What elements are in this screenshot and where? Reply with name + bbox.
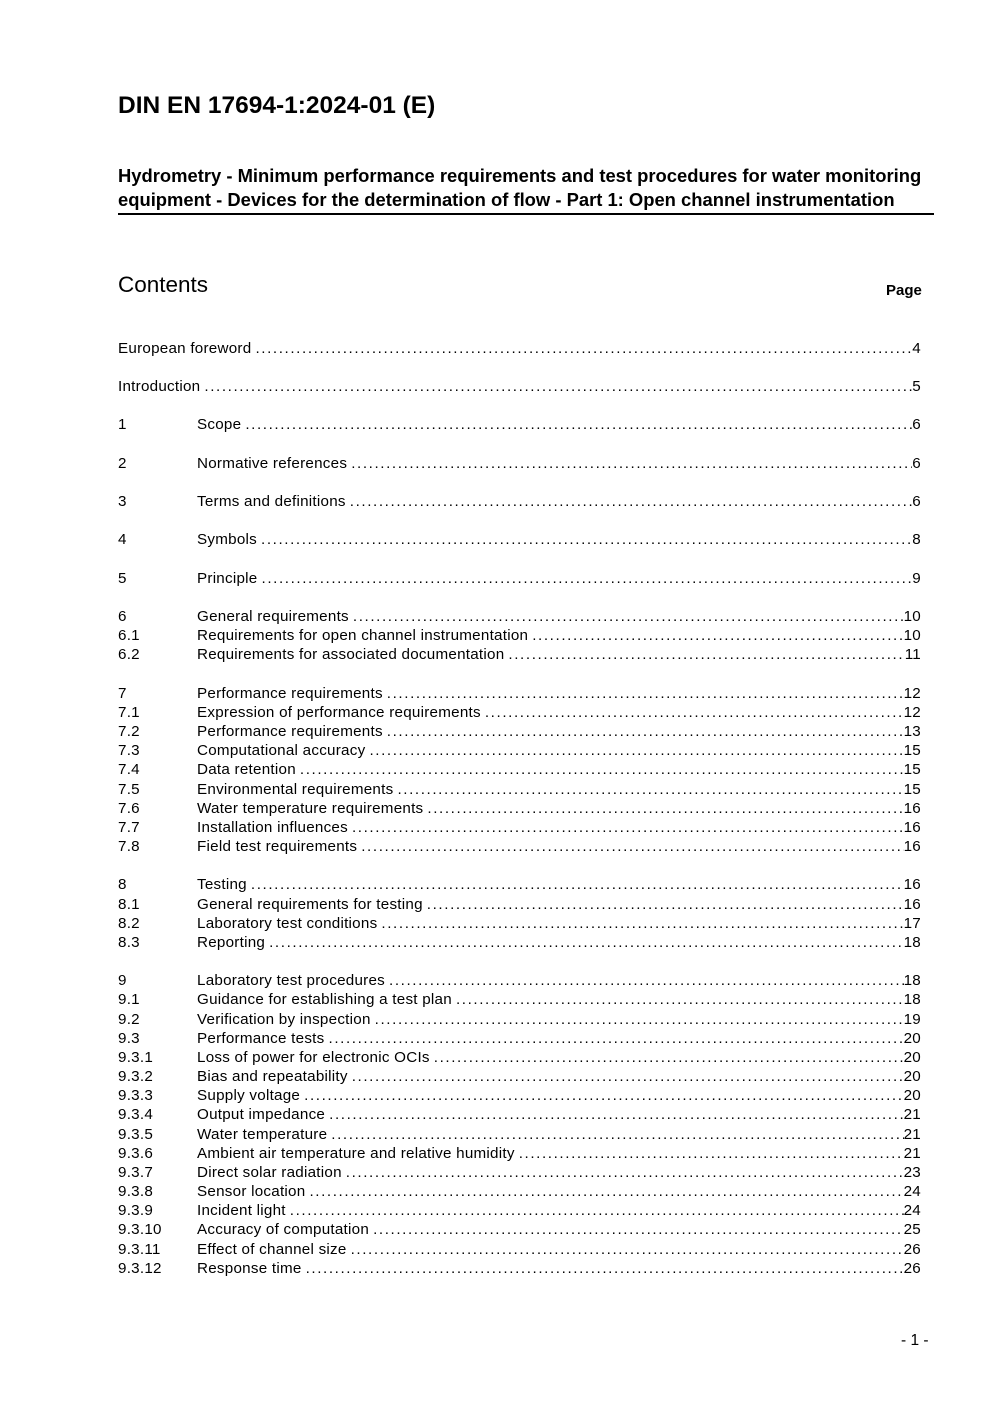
toc-entry-title: Normative references bbox=[197, 455, 348, 472]
toc-entry-page: 11 bbox=[904, 646, 921, 663]
toc-dot-leader bbox=[508, 645, 904, 664]
toc-entry[interactable] bbox=[118, 492, 921, 511]
toc-entry-title: Laboratory test procedures bbox=[197, 972, 386, 989]
toc-entry-title: Reporting bbox=[197, 934, 266, 951]
toc-entry-number: 8.2 bbox=[118, 915, 140, 932]
toc-entry-page: 17 bbox=[903, 915, 921, 932]
toc-entry[interactable] bbox=[118, 760, 921, 779]
toc-dot-leader bbox=[269, 933, 903, 952]
toc-dot-leader bbox=[351, 1240, 904, 1259]
toc-entry-number: 7.2 bbox=[118, 723, 140, 740]
toc-entry[interactable] bbox=[118, 799, 921, 818]
toc-dot-leader bbox=[361, 837, 903, 856]
toc-dot-leader bbox=[427, 799, 903, 818]
toc-entry-title: Introduction bbox=[118, 378, 201, 395]
toc-entry-title: Sensor location bbox=[197, 1183, 306, 1200]
toc-entry-number: 7.8 bbox=[118, 838, 140, 855]
toc-entry[interactable] bbox=[118, 875, 921, 894]
toc-entry-number: 4 bbox=[118, 531, 127, 548]
toc-entry[interactable] bbox=[118, 1259, 921, 1278]
toc-entry-page: 24 bbox=[903, 1183, 921, 1200]
toc-entry-number: 9.3.8 bbox=[118, 1183, 154, 1200]
toc-entry[interactable] bbox=[118, 1105, 921, 1124]
toc-entry[interactable] bbox=[118, 607, 921, 626]
toc-dot-leader bbox=[329, 1029, 904, 1048]
toc-entry-page: 15 bbox=[903, 761, 921, 778]
toc-entry-page: 16 bbox=[903, 896, 921, 913]
contents-heading: Contents bbox=[118, 272, 209, 297]
toc-entry-page: 20 bbox=[903, 1030, 921, 1047]
toc-entry[interactable] bbox=[118, 971, 921, 990]
toc-dot-leader bbox=[519, 1144, 904, 1163]
toc-entry-page: 12 bbox=[903, 685, 921, 702]
toc-entry[interactable] bbox=[118, 990, 921, 1009]
toc-entry-title: Supply voltage bbox=[197, 1087, 301, 1104]
toc-entry-title: Testing bbox=[197, 876, 247, 893]
toc-entry[interactable] bbox=[118, 1163, 921, 1182]
toc-entry-title: Direct solar radiation bbox=[197, 1164, 342, 1181]
toc-entry-page: 16 bbox=[903, 819, 921, 836]
toc-entry-page: 23 bbox=[903, 1164, 921, 1181]
toc-entry-page: 18 bbox=[903, 972, 921, 989]
toc-entry-number: 9.3.12 bbox=[118, 1260, 162, 1277]
toc-dot-leader bbox=[306, 1259, 904, 1278]
toc-entry[interactable] bbox=[118, 1010, 921, 1029]
toc-dot-leader bbox=[373, 1220, 904, 1239]
toc-dot-leader bbox=[389, 971, 904, 990]
toc-dot-leader bbox=[434, 1048, 904, 1067]
toc-entry-title: Verification by inspection bbox=[197, 1011, 371, 1028]
toc-entry-title: Response time bbox=[197, 1260, 302, 1277]
toc-dot-leader bbox=[387, 722, 904, 741]
toc-entry[interactable] bbox=[118, 818, 921, 837]
toc-entry-page: 26 bbox=[903, 1241, 921, 1258]
toc-dot-leader bbox=[309, 1182, 903, 1201]
toc-entry-title: Performance tests bbox=[197, 1030, 325, 1047]
toc-entry[interactable] bbox=[118, 626, 921, 645]
toc-entry-title: Performance requirements bbox=[197, 723, 383, 740]
toc-entry-title: Data retention bbox=[197, 761, 296, 778]
toc-dot-leader bbox=[353, 607, 904, 626]
toc-dot-leader bbox=[304, 1086, 903, 1105]
toc-entry-number: 9.3.6 bbox=[118, 1145, 154, 1162]
toc-entry-number: 7.6 bbox=[118, 800, 140, 817]
toc-entry-title: Installation influences bbox=[197, 819, 348, 836]
toc-entry-page: 21 bbox=[903, 1106, 921, 1123]
toc-entry-page: 21 bbox=[903, 1145, 921, 1162]
toc-entry-number: 7.7 bbox=[118, 819, 140, 836]
toc-dot-leader bbox=[255, 339, 912, 358]
toc-entry[interactable] bbox=[118, 684, 921, 703]
toc-entry-number: 9.3 bbox=[118, 1030, 140, 1047]
toc-entry-title: Expression of performance requirements bbox=[197, 704, 481, 721]
toc-entry-page: 5 bbox=[912, 378, 921, 395]
toc-entry-page: 9 bbox=[912, 570, 921, 587]
toc-entry-title: Field test requirements bbox=[197, 838, 358, 855]
toc-entry-title: Water temperature requirements bbox=[197, 800, 424, 817]
toc-entry-title: Bias and repeatability bbox=[197, 1068, 348, 1085]
toc-entry-title: Principle bbox=[197, 570, 258, 587]
toc-dot-leader bbox=[456, 990, 904, 1009]
toc-entry-page: 6 bbox=[912, 493, 921, 510]
toc-entry-title: Output impedance bbox=[197, 1106, 326, 1123]
toc-dot-leader bbox=[251, 875, 904, 894]
toc-entry[interactable] bbox=[118, 1182, 921, 1201]
toc-entry-title: European foreword bbox=[118, 340, 252, 357]
toc-entry-number: 8.1 bbox=[118, 896, 140, 913]
toc-entry-number: 7.3 bbox=[118, 742, 140, 759]
toc-entry-page: 16 bbox=[903, 800, 921, 817]
toc-entry-title: Scope bbox=[197, 416, 242, 433]
toc-entry-number: 2 bbox=[118, 455, 127, 472]
toc-entry[interactable] bbox=[118, 1201, 921, 1220]
document-title: Hydrometry - Minimum performance requirements and test procedures for water monitoring equipment - Devices for the determination of flow - Part 1: Open channel instrumentation bbox=[118, 165, 922, 210]
toc-entry[interactable] bbox=[118, 1029, 921, 1048]
toc-entry-number: 9.3.2 bbox=[118, 1068, 154, 1085]
toc-entry-number: 7.5 bbox=[118, 781, 140, 798]
toc-entry[interactable] bbox=[118, 1048, 921, 1067]
toc-dot-leader bbox=[350, 492, 913, 511]
toc-entry[interactable] bbox=[118, 377, 921, 396]
toc-entry[interactable] bbox=[118, 1125, 921, 1144]
toc-entry-number: 6.1 bbox=[118, 627, 140, 644]
toc-entry-number: 9.3.10 bbox=[118, 1221, 162, 1238]
toc-entry-title: Ambient air temperature and relative humidity bbox=[197, 1145, 515, 1162]
toc-entry[interactable] bbox=[118, 741, 921, 760]
toc-entry-number: 3 bbox=[118, 493, 127, 510]
toc-entry-title: Symbols bbox=[197, 531, 257, 548]
toc-entry-page: 16 bbox=[903, 876, 921, 893]
toc-entry[interactable] bbox=[118, 339, 921, 358]
toc-entry-page: 16 bbox=[903, 838, 921, 855]
toc-entry-title: Incident light bbox=[197, 1202, 286, 1219]
toc-entry-number: 6.2 bbox=[118, 646, 140, 663]
page-column-heading: Page bbox=[886, 282, 922, 299]
toc-entry-number: 1 bbox=[118, 416, 127, 433]
toc-entry-page: 6 bbox=[912, 455, 921, 472]
toc-dot-leader bbox=[485, 703, 904, 722]
toc-entry-title: Effect of channel size bbox=[197, 1241, 347, 1258]
toc-entry-page: 6 bbox=[912, 416, 921, 433]
document-title-block bbox=[118, 164, 934, 215]
toc-entry-page: 15 bbox=[903, 742, 921, 759]
toc-dot-leader bbox=[204, 377, 912, 396]
toc-entry-title: General requirements for testing bbox=[197, 896, 423, 913]
toc-entry-page: 18 bbox=[903, 934, 921, 951]
toc-entry-number: 9.3.1 bbox=[118, 1049, 154, 1066]
toc-dot-leader bbox=[352, 1067, 904, 1086]
toc-entry[interactable] bbox=[118, 1220, 921, 1239]
toc-entry[interactable] bbox=[118, 1144, 921, 1163]
toc-entry-number: 9.3.4 bbox=[118, 1106, 154, 1123]
toc-dot-leader bbox=[331, 1125, 903, 1144]
toc-entry-page: 8 bbox=[912, 531, 921, 548]
toc-dot-leader bbox=[245, 415, 912, 434]
toc-entry[interactable] bbox=[118, 780, 921, 799]
toc-entry-title: General requirements bbox=[197, 608, 349, 625]
toc-entry-page: 4 bbox=[912, 340, 921, 357]
toc-entry[interactable] bbox=[118, 645, 921, 664]
toc-entry-page: 24 bbox=[903, 1202, 921, 1219]
toc-entry-number: 9.3.5 bbox=[118, 1126, 154, 1143]
toc-entry-page: 13 bbox=[903, 723, 921, 740]
toc-entry-number: 7.1 bbox=[118, 704, 140, 721]
toc-entry-page: 10 bbox=[903, 608, 921, 625]
toc-entry-title: Guidance for establishing a test plan bbox=[197, 991, 452, 1008]
toc-entry-title: Requirements for associated documentation bbox=[197, 646, 505, 663]
toc-dot-leader bbox=[369, 741, 903, 760]
toc-entry-number: 9.3.3 bbox=[118, 1087, 154, 1104]
toc-entry-number: 9.3.7 bbox=[118, 1164, 154, 1181]
toc-entry-number: 9.3.9 bbox=[118, 1202, 154, 1219]
toc-entry-title: Laboratory test conditions bbox=[197, 915, 378, 932]
toc-entry-page: 19 bbox=[903, 1011, 921, 1028]
toc-dot-leader bbox=[352, 818, 904, 837]
toc-entry-number: 8 bbox=[118, 876, 127, 893]
toc-entry-page: 26 bbox=[903, 1260, 921, 1277]
toc-entry-page: 25 bbox=[903, 1221, 921, 1238]
toc-entry[interactable] bbox=[118, 1067, 921, 1086]
toc-dot-leader bbox=[261, 530, 912, 549]
toc-entry-title: Requirements for open channel instrumentation bbox=[197, 627, 529, 644]
toc-entry[interactable] bbox=[118, 415, 921, 434]
toc-entry[interactable] bbox=[118, 933, 921, 952]
toc-entry-page: 18 bbox=[903, 991, 921, 1008]
toc-dot-leader bbox=[381, 914, 903, 933]
toc-entry-page: 15 bbox=[903, 781, 921, 798]
toc-entry-page: 20 bbox=[903, 1068, 921, 1085]
toc-entry-title: Accuracy of computation bbox=[197, 1221, 370, 1238]
toc-entry-number: 9.1 bbox=[118, 991, 140, 1008]
toc-entry-title: Water temperature bbox=[197, 1126, 328, 1143]
toc-entry[interactable] bbox=[118, 895, 921, 914]
toc-entry-number: 7.4 bbox=[118, 761, 140, 778]
toc-entry[interactable] bbox=[118, 1240, 921, 1259]
toc-dot-leader bbox=[427, 895, 904, 914]
toc-entry[interactable] bbox=[118, 914, 921, 933]
toc-entry-title: Loss of power for electronic OCIs bbox=[197, 1049, 430, 1066]
toc-dot-leader bbox=[375, 1010, 904, 1029]
toc-entry-page: 21 bbox=[903, 1126, 921, 1143]
toc-dot-leader bbox=[351, 454, 912, 473]
toc-entry-title: Terms and definitions bbox=[197, 493, 346, 510]
toc-entry-page: 20 bbox=[903, 1087, 921, 1104]
toc-entry[interactable] bbox=[118, 530, 921, 549]
toc-entry-number: 9.2 bbox=[118, 1011, 140, 1028]
toc-dot-leader bbox=[397, 780, 903, 799]
toc-dot-leader bbox=[290, 1201, 904, 1220]
toc-dot-leader bbox=[329, 1105, 903, 1124]
toc-entry-number: 6 bbox=[118, 608, 127, 625]
toc-dot-leader bbox=[346, 1163, 904, 1182]
toc-entry-number: 7 bbox=[118, 685, 127, 702]
toc-entry[interactable] bbox=[118, 569, 921, 588]
toc-entry[interactable] bbox=[118, 722, 921, 741]
toc-entry-page: 12 bbox=[903, 704, 921, 721]
toc-dot-leader bbox=[387, 684, 904, 703]
toc-entry[interactable] bbox=[118, 837, 921, 856]
toc-dot-leader bbox=[262, 569, 913, 588]
document-id: DIN EN 17694-1:2024-01 (E) bbox=[118, 92, 436, 119]
toc-entry-title: Computational accuracy bbox=[197, 742, 366, 759]
toc-entry-number: 5 bbox=[118, 570, 127, 587]
toc-entry-page: 10 bbox=[903, 627, 921, 644]
page-number: - 1 - bbox=[901, 1332, 929, 1349]
toc-entry[interactable] bbox=[118, 703, 921, 722]
toc-entry-title: Performance requirements bbox=[197, 685, 383, 702]
toc-entry-page: 20 bbox=[903, 1049, 921, 1066]
toc-entry-title: Environmental requirements bbox=[197, 781, 394, 798]
toc-entry-number: 9 bbox=[118, 972, 127, 989]
toc-entry-number: 9.3.11 bbox=[118, 1241, 161, 1258]
toc-entry[interactable] bbox=[118, 1086, 921, 1105]
toc-dot-leader bbox=[300, 760, 904, 779]
toc-dot-leader bbox=[532, 626, 903, 645]
toc-entry-number: 8.3 bbox=[118, 934, 140, 951]
toc-entry[interactable] bbox=[118, 454, 921, 473]
